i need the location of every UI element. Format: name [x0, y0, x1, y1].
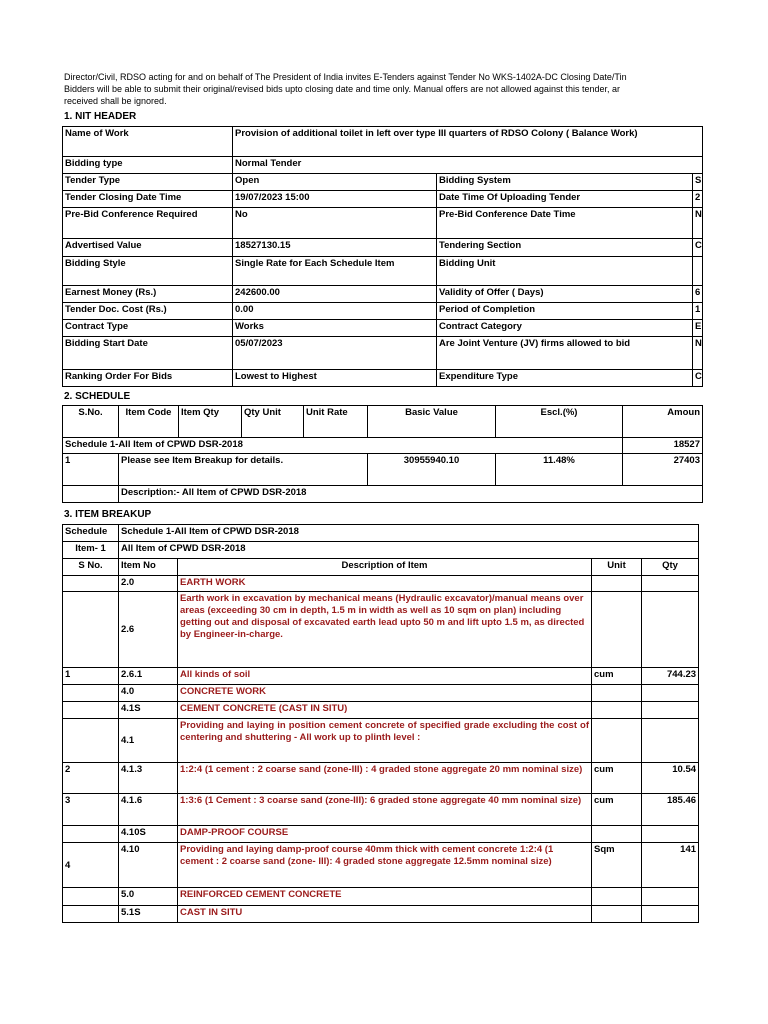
breakup-header-row — [63, 559, 699, 576]
item-breakup-heading: 3. ITEM BREAKUP — [64, 509, 152, 520]
field-value: Works — [233, 320, 437, 337]
column-header: Unit — [592, 559, 642, 576]
item-description: Earth work in excavation by mechanical means (Hydraulic excavator)/manual means over areas (exceeding 30 cm in depth, 1.5 m in width as well as 10 sqm on plan) including getting out and disposal of excavated earth lead upto 50 m and lift upto 1.5 m, as directed by Engineer-in-charge. — [178, 592, 592, 668]
field-value: S — [693, 174, 703, 191]
name-of-work-value: Provision of additional toilet in left over type III quarters of RDSO Colony ( Balance Work) — [233, 127, 703, 157]
table-row — [63, 370, 703, 387]
table-row — [63, 719, 699, 763]
field-label: Bidding Unit — [437, 257, 693, 286]
table-row — [63, 702, 699, 719]
column-header: Item No — [119, 559, 178, 576]
intro-line: received shall be ignored. — [64, 96, 167, 106]
item-description: CAST IN SITU — [178, 906, 592, 923]
schedule-basic-value: 30955940.10 — [368, 454, 496, 486]
item-sno — [63, 576, 119, 592]
item-number: 2.0 — [119, 576, 178, 592]
item-description: Providing and laying damp-proof course 40mm thick with cement concrete 1:2:4 (1 cement : 2 coarse sand (zone- III): 4 graded stone aggregate 12.5mm nominal size) — [178, 843, 592, 888]
item-number: 4.10S — [119, 826, 178, 843]
field-value: Open — [233, 174, 437, 191]
field-value: 05/07/2023 — [233, 337, 437, 370]
item-unit: cum — [592, 794, 642, 826]
nit-header-table — [62, 126, 703, 387]
field-value: Single Rate for Each Schedule Item — [233, 257, 437, 286]
column-header: Basic Value — [368, 406, 496, 438]
item-sno — [63, 719, 119, 763]
item-number: 4.1S — [119, 702, 178, 719]
schedule-description: Description:- All Item of CPWD DSR-2018 — [119, 486, 703, 503]
column-header: Amoun — [623, 406, 703, 438]
field-value: 6 — [693, 286, 703, 303]
item-unit — [592, 888, 642, 906]
field-label: Tender Doc. Cost (Rs.) — [63, 303, 233, 320]
table-row — [63, 239, 703, 257]
item-value: All Item of CPWD DSR-2018 — [119, 542, 699, 559]
item-qty — [642, 826, 699, 843]
item-sno — [63, 826, 119, 843]
column-header: S.No. — [63, 406, 119, 438]
item-number: 4.10 — [119, 843, 178, 888]
item-qty — [642, 888, 699, 906]
schedule-amount: 27403 — [623, 454, 703, 486]
column-header: Item Qty — [179, 406, 242, 438]
field-value: Normal Tender — [233, 157, 703, 174]
field-label: Ranking Order For Bids — [63, 370, 233, 387]
column-header: Unit Rate — [304, 406, 368, 438]
field-label: Contract Category — [437, 320, 693, 337]
table-row — [63, 826, 699, 843]
table-row — [63, 542, 699, 559]
table-row — [63, 337, 703, 370]
field-value: No — [233, 208, 437, 239]
column-header: Qty Unit — [242, 406, 304, 438]
column-header: Item Code — [119, 406, 179, 438]
item-sno — [63, 906, 119, 923]
field-label: Bidding type — [63, 157, 233, 174]
item-qty: 744.23 — [642, 668, 699, 685]
schedule-escalation: 11.48% — [496, 454, 623, 486]
item-qty: 10.54 — [642, 763, 699, 794]
field-value — [693, 257, 703, 286]
item-description: All kinds of soil — [178, 668, 592, 685]
field-value: Lowest to Highest — [233, 370, 437, 387]
schedule-group-row — [63, 438, 703, 454]
table-row — [63, 303, 703, 320]
table-row — [63, 257, 703, 286]
item-qty — [642, 576, 699, 592]
field-value: C — [693, 370, 703, 387]
item-unit — [592, 576, 642, 592]
schedule-blank — [63, 486, 119, 503]
item-sno — [63, 702, 119, 719]
item-sno — [63, 592, 119, 668]
intro-line: Director/Civil, RDSO acting for and on behalf of The President of India invites E-Tenders against Tender No WKS-1402A-DC Closing Date/Tin — [64, 72, 627, 82]
field-value: 18527130.15 — [233, 239, 437, 257]
item-number: 5.0 — [119, 888, 178, 906]
table-row — [63, 685, 699, 702]
field-label: Validity of Offer ( Days) — [437, 286, 693, 303]
item-qty: 185.46 — [642, 794, 699, 826]
table-row — [63, 888, 699, 906]
item-unit: cum — [592, 763, 642, 794]
field-label: Contract Type — [63, 320, 233, 337]
item-unit — [592, 685, 642, 702]
item-unit — [592, 592, 642, 668]
item-qty — [642, 719, 699, 763]
schedule-group-amount: 18527 — [623, 438, 703, 454]
item-number: 2.6 — [119, 592, 178, 668]
schedule-heading: 2. SCHEDULE — [64, 391, 131, 402]
intro-paragraph — [64, 71, 768, 107]
field-value: 0.00 — [233, 303, 437, 320]
item-qty: 141 — [642, 843, 699, 888]
field-label: Advertised Value — [63, 239, 233, 257]
column-header: Description of Item — [178, 559, 592, 576]
table-row — [63, 843, 699, 888]
table-row — [63, 576, 699, 592]
table-row — [63, 906, 699, 923]
table-row — [63, 763, 699, 794]
schedule-label: Schedule — [63, 525, 119, 542]
item-description: CEMENT CONCRETE (CAST IN SITU) — [178, 702, 592, 719]
column-header: Qty — [642, 559, 699, 576]
item-qty — [642, 685, 699, 702]
field-label: Are Joint Venture (JV) firms allowed to bid — [437, 337, 693, 370]
field-value: E — [693, 320, 703, 337]
table-row — [63, 525, 699, 542]
table-row — [63, 174, 703, 191]
table-row — [63, 286, 703, 303]
item-description: REINFORCED CEMENT CONCRETE — [178, 888, 592, 906]
nit-header-heading: 1. NIT HEADER — [64, 111, 137, 122]
item-number: 4.0 — [119, 685, 178, 702]
schedule-table — [62, 405, 703, 503]
table-row — [63, 208, 703, 239]
column-header: S No. — [63, 559, 119, 576]
item-description: 1:2:4 (1 cement : 2 coarse sand (zone-III) : 4 graded stone aggregate 20 mm nominal size) — [178, 763, 592, 794]
item-number: 2.6.1 — [119, 668, 178, 685]
table-row — [63, 127, 703, 157]
field-value: 1 — [693, 303, 703, 320]
field-label: Pre-Bid Conference Date Time — [437, 208, 693, 239]
item-unit — [592, 702, 642, 719]
item-number: 4.1 — [119, 719, 178, 763]
field-label: Tender Closing Date Time — [63, 191, 233, 208]
item-label: Item- 1 — [63, 542, 119, 559]
field-value: 242600.00 — [233, 286, 437, 303]
field-value: N — [693, 208, 703, 239]
field-label: Period of Completion — [437, 303, 693, 320]
item-number: 5.1S — [119, 906, 178, 923]
item-sno — [63, 685, 119, 702]
intro-line: Bidders will be able to submit their original/revised bids upto closing date and time only. Manual offers are not allowed against this tender, ar — [64, 84, 620, 94]
name-of-work-label: Name of Work — [63, 127, 233, 157]
table-row — [63, 794, 699, 826]
item-number: 4.1.3 — [119, 763, 178, 794]
field-value: 2 — [693, 191, 703, 208]
item-qty — [642, 592, 699, 668]
field-label: Tender Type — [63, 174, 233, 191]
table-row — [63, 157, 703, 174]
table-row — [63, 191, 703, 208]
item-unit — [592, 826, 642, 843]
schedule-item-text: Please see Item Breakup for details. — [119, 454, 368, 486]
item-qty — [642, 906, 699, 923]
field-label: Expenditure Type — [437, 370, 693, 387]
field-value: N — [693, 337, 703, 370]
field-label: Date Time Of Uploading Tender — [437, 191, 693, 208]
field-value: 19/07/2023 15:00 — [233, 191, 437, 208]
field-value: C — [693, 239, 703, 257]
item-description: 1:3:6 (1 Cement : 3 coarse sand (zone-III): 6 graded stone aggregate 40 mm nominal size) — [178, 794, 592, 826]
schedule-sno: 1 — [63, 454, 119, 486]
column-header: Escl.(%) — [496, 406, 623, 438]
table-row — [63, 668, 699, 685]
schedule-value: Schedule 1-All Item of CPWD DSR-2018 — [119, 525, 699, 542]
item-unit: Sqm — [592, 843, 642, 888]
table-row — [63, 454, 703, 486]
field-label: Bidding Style — [63, 257, 233, 286]
table-row — [63, 320, 703, 337]
field-label: Earnest Money (Rs.) — [63, 286, 233, 303]
item-breakup-table — [62, 524, 699, 923]
item-unit — [592, 906, 642, 923]
schedule-header-row — [63, 406, 703, 438]
item-unit — [592, 719, 642, 763]
item-description: CONCRETE WORK — [178, 685, 592, 702]
field-label: Tendering Section — [437, 239, 693, 257]
item-sno: 3 — [63, 794, 119, 826]
table-row — [63, 592, 699, 668]
item-description: EARTH WORK — [178, 576, 592, 592]
field-label: Bidding Start Date — [63, 337, 233, 370]
item-unit: cum — [592, 668, 642, 685]
field-label: Pre-Bid Conference Required — [63, 208, 233, 239]
item-sno — [63, 888, 119, 906]
item-sno: 1 — [63, 668, 119, 685]
item-number: 4.1.6 — [119, 794, 178, 826]
item-sno: 4 — [63, 843, 119, 888]
item-qty — [642, 702, 699, 719]
item-description: DAMP-PROOF COURSE — [178, 826, 592, 843]
item-description: Providing and laying in position cement concrete of specified grade excluding the cost of centering and shuttering - All work up to plinth level : — [178, 719, 592, 763]
schedule-group-label: Schedule 1-All Item of CPWD DSR-2018 — [63, 438, 623, 454]
item-sno: 2 — [63, 763, 119, 794]
field-label: Bidding System — [437, 174, 693, 191]
table-row — [63, 486, 703, 503]
